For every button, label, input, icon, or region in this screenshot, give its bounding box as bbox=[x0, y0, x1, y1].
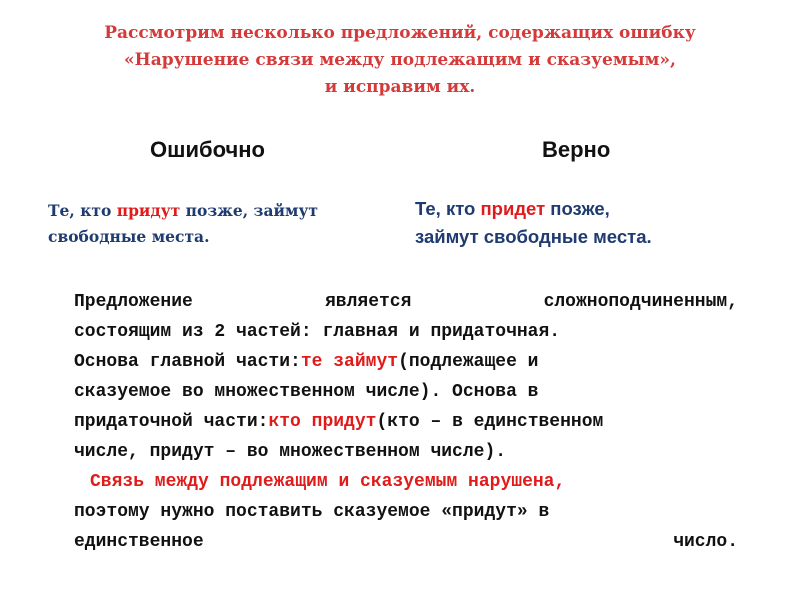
explanation-line-4 bbox=[74, 377, 738, 407]
explanation-line-3 bbox=[74, 347, 738, 377]
conclusion-line-2 bbox=[74, 497, 738, 527]
example-correct-post: позже, bbox=[545, 198, 610, 219]
word: является bbox=[324, 292, 412, 312]
example-correct-pre: Те, кто bbox=[415, 198, 481, 219]
column-heading-correct: Верно bbox=[542, 137, 611, 162]
word: сложноподчиненным, bbox=[543, 292, 738, 312]
example-wrong-pre: Те, кто bbox=[48, 201, 117, 220]
line-text: (кто – в единственном bbox=[376, 412, 604, 432]
word: Предложение bbox=[74, 292, 193, 312]
example-correct-highlight: придет bbox=[480, 198, 546, 219]
line-text: сказуемое во множественном числе). Основа в bbox=[74, 382, 539, 402]
explanation-line-6 bbox=[74, 437, 738, 467]
explanation-paragraph bbox=[74, 287, 738, 467]
conclusion-highlight: Связь между подлежащим и сказуемым нарушена, bbox=[90, 472, 566, 492]
word: единственное bbox=[74, 532, 204, 552]
title-line-1: Рассмотрим несколько предложений, содержащих ошибку bbox=[104, 23, 696, 43]
line-text: (подлежащее и bbox=[398, 352, 539, 372]
example-correct-line2: займут свободные места. bbox=[415, 226, 652, 247]
line-text: числе, придут – во множественном числе). bbox=[74, 442, 507, 462]
explanation-line-2 bbox=[74, 317, 738, 347]
line-text: придаточной части: bbox=[74, 412, 269, 432]
explanation-line-5 bbox=[74, 407, 738, 437]
conclusion-line-1 bbox=[74, 467, 738, 497]
conclusion-line-3 bbox=[74, 527, 738, 557]
example-wrong-highlight: придут bbox=[116, 201, 181, 220]
line-text: Основа главной части: bbox=[74, 352, 301, 372]
column-heading-wrong: Ошибочно bbox=[150, 137, 265, 162]
example-correct bbox=[415, 195, 775, 251]
title-line-2: «Нарушение связи между подлежащим и сказуемым», bbox=[124, 50, 676, 70]
example-wrong bbox=[48, 198, 398, 250]
subordinate-clause-basis: кто придут bbox=[268, 412, 377, 432]
example-wrong-line2: свободные места. bbox=[48, 227, 210, 246]
title-line-3: и исправим их. bbox=[324, 77, 476, 97]
example-wrong-post: позже, займут bbox=[180, 201, 318, 220]
conclusion-paragraph bbox=[74, 467, 738, 557]
slide-title bbox=[20, 20, 780, 101]
word: число. bbox=[673, 532, 738, 552]
main-clause-basis: те займут bbox=[300, 352, 399, 372]
line-text: состоящим из 2 частей: главная и придаточная. bbox=[74, 322, 561, 342]
explanation-line-1 bbox=[74, 287, 738, 317]
line-text: поэтому нужно поставить сказуемое «придут» в bbox=[74, 502, 550, 522]
